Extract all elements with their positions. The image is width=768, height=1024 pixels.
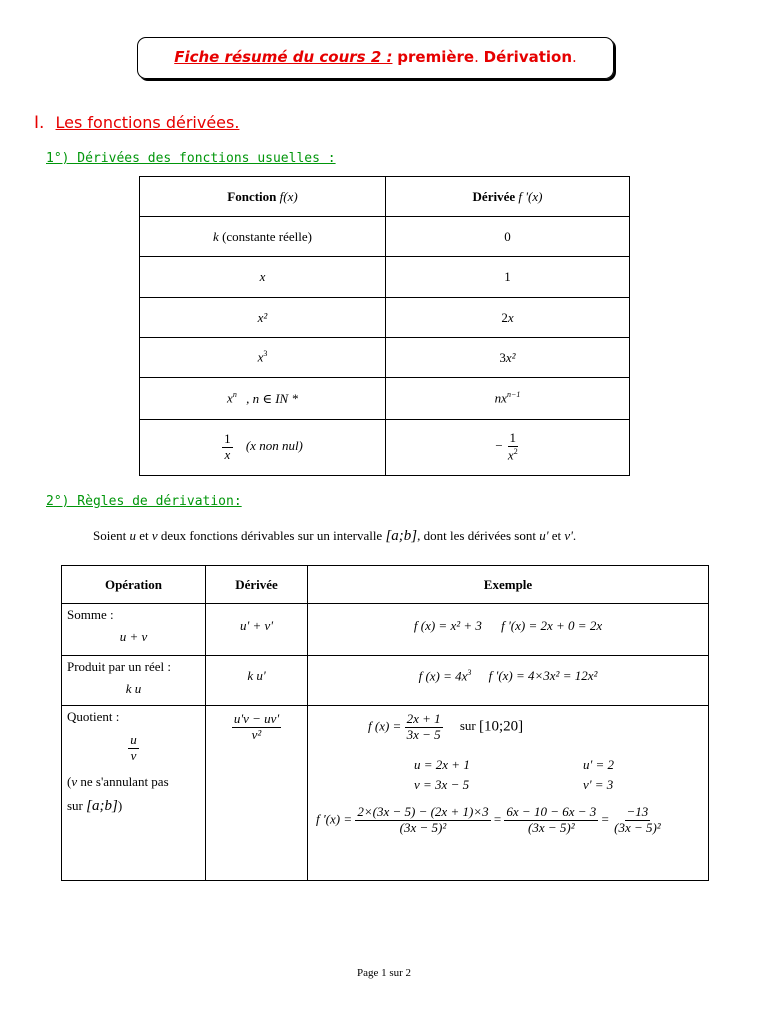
section-title: Les fonctions dérivées. (55, 113, 240, 132)
header-derivative: Dérivée (206, 566, 308, 604)
table-row (140, 420, 630, 476)
header-example: Exemple (308, 566, 709, 604)
function-cell: k (constante réelle) (140, 217, 386, 257)
header-operation: Opération (62, 566, 206, 604)
derivative-cell: k u' (206, 656, 308, 706)
subsection-1-title: 1°) Dérivées des fonctions usuelles : (46, 151, 336, 166)
fraction: $\frac{u}{v}$ (130, 732, 137, 763)
intro-sentence: Soient u et v deux fonctions dérivables sur un intervalle [a;b], dont les dérivées sont u' et v'. (93, 528, 577, 544)
table-row (140, 257, 630, 298)
table-row (140, 378, 630, 420)
example-cell: f (x) = x² + 3 f '(x) = 2x + 0 = 2x (308, 604, 709, 656)
title-part3: Dérivation (483, 48, 573, 66)
title-box (137, 37, 614, 79)
operation-cell: Somme : u + v (62, 604, 206, 656)
derivative-cell: $nx^{n-1}$ (386, 378, 630, 420)
function-cell: $x^3$ (140, 338, 386, 378)
operation-cell: Produit par un réel : k u (62, 656, 206, 706)
table-row-produit (62, 656, 709, 706)
derivative-cell: 2x (386, 298, 630, 338)
fraction: $\frac{2x + 1}{3x - 5}$ (406, 711, 441, 742)
table-row (140, 338, 630, 378)
function-cell: $x^n$ , n ∈ IN * (140, 378, 386, 420)
table-row-quotient (62, 706, 709, 881)
rules-table (61, 565, 709, 881)
title-part2: première (397, 48, 475, 66)
section-number: I. (34, 113, 45, 133)
section-heading (34, 113, 239, 133)
function-cell: x² (140, 298, 386, 338)
fraction: $\frac{6x - 10 - 6x - 3}{\text{(3x − 5)²}}$ (506, 803, 597, 835)
function-cell: x (140, 257, 386, 298)
fraction: $\frac{1}{x^2}$ (507, 430, 518, 463)
title-part1: Fiche résumé du cours 2 : (174, 48, 393, 66)
fraction: $\frac{-13}{\text{(3x − 5)²}}$ (614, 803, 661, 835)
example-cell: f $(x) = 4x^3$ f '(x) = 4×3x² = 12x² (308, 656, 709, 706)
derivative-cell: 3x² (386, 338, 630, 378)
title-sep: . (474, 48, 479, 66)
header-function: Fonction f(x) (140, 177, 386, 217)
derivative-cell: 0 (386, 217, 630, 257)
table-row (140, 217, 630, 257)
derivative-cell (206, 706, 308, 881)
table-header-row (62, 566, 709, 604)
operation-cell: Quotient : $\frac{u}{v}$ (v ne s'annulant pas sur [a;b]) (62, 706, 206, 881)
table-row-somme (62, 604, 709, 656)
title-end: . (572, 48, 577, 66)
fraction: $\frac{u'v - uv'}{\text{v²}}$ (233, 711, 280, 742)
subsection-2-title: 2°) Règles de dérivation: (46, 494, 242, 509)
derivative-cell: − $\frac{1}{x^2}$ (386, 420, 630, 476)
fraction: $\frac{1}{x}$ (224, 431, 231, 462)
table-header-row (140, 177, 630, 217)
function-cell: $\frac{1}{x}$ (x non nul) (140, 420, 386, 476)
fraction: $\frac{2\times(3x - 5) - (2x + 1)\times 3}{\text{(3x − 5)²}}$ (357, 803, 489, 835)
page-number: Page 1 sur 2 (356, 967, 412, 979)
derivative-cell: 1 (386, 257, 630, 298)
derivatives-table (139, 176, 630, 476)
derivative-cell: u' + v' (206, 604, 308, 656)
example-cell: f (x) = $\frac{2x + 1}{3x - 5}$ sur [10;20] u = 2x + 1 v = 3x − 5 u' = 2 v' = 3 f '(x) = $\frac{2\times(3x - 5) - (2x + 1)\times 3}{\text{(3x − 5)²}}$ = $\frac{6x - 10 - 6x - 3}{\text{(3x − 5)²}}$ = $\frac{-13}{\text{(3x − 5)²}}$ (308, 706, 709, 881)
header-derivative: Dérivée f '(x) (386, 177, 630, 217)
table-row (140, 298, 630, 338)
